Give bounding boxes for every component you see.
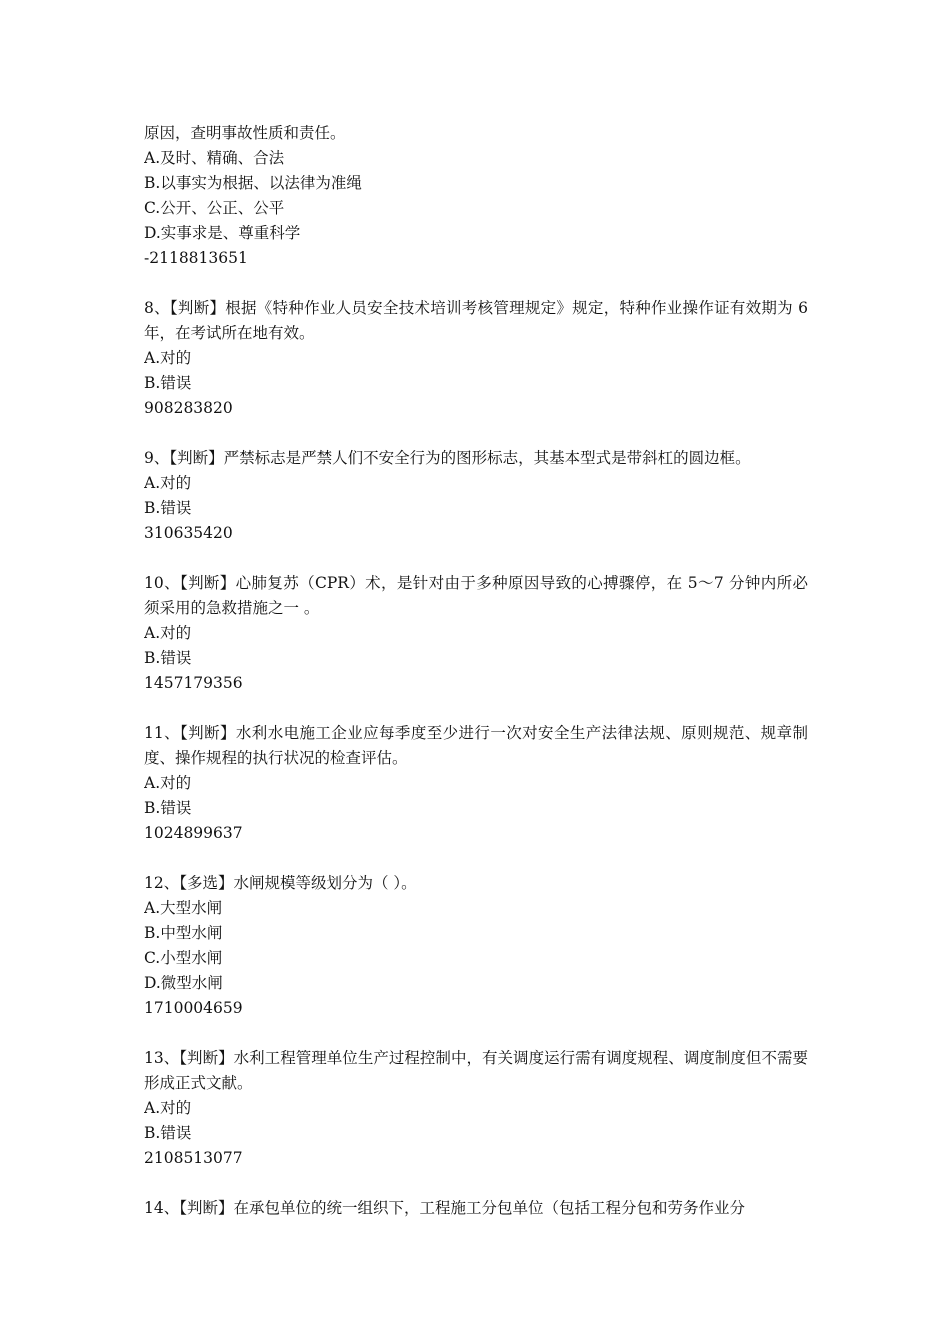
option-b: B.以事实为根据、以法律为准绳 [144,174,362,192]
option-d: D.微型水闸 [144,974,223,992]
question-9 [144,446,808,546]
question-8 [144,296,808,421]
option-a: A.及时、精确、合法 [144,149,285,167]
question-11 [144,721,808,846]
question-text: 12、【多选】水闸规模等级划分为（ ）。 [144,874,417,892]
option-b: B.错误 [144,799,192,817]
question-text: 9、【判断】严禁标志是严禁人们不安全行为的图形标志，其基本型式是带斜杠的圆边框。 [144,449,751,467]
question-14 [144,1196,808,1221]
question-code: 908283820 [144,399,233,417]
question-code: 2108513077 [144,1149,243,1167]
question-10 [144,571,808,696]
document-body [144,121,808,1221]
question-text: 11、【判断】水利水电施工企业应每季度至少进行一次对安全生产法律法规、原则规范、规章制度、操作规程的执行状况的检查评估。 [144,724,808,767]
question-code: -2118813651 [144,249,248,267]
question-13 [144,1046,808,1171]
question-code: 310635420 [144,524,233,542]
option-a: A.对的 [144,774,192,792]
question-text: 13、【判断】水利工程管理单位生产过程控制中，有关调度运行需有调度规程、调度制度但不需要形成正式文献。 [144,1049,808,1092]
option-a: A.对的 [144,1099,192,1117]
option-c: C.小型水闸 [144,949,223,967]
option-a: A.大型水闸 [144,899,223,917]
option-b: B.中型水闸 [144,924,223,942]
question-code: 1457179356 [144,674,243,692]
option-d: D.实事求是、尊重科学 [144,224,301,242]
option-b: B.错误 [144,649,192,667]
question-text-fragment: 原因，查明事故性质和责任。 [144,124,346,142]
question-code: 1024899637 [144,824,243,842]
question-continued [144,121,808,271]
question-text: 14、【判断】在承包单位的统一组织下，工程施工分包单位（包括工程分包和劳务作业分 [144,1199,745,1217]
question-12 [144,871,808,1021]
option-c: C.公开、公正、公平 [144,199,285,217]
question-text: 8、【判断】根据《特种作业人员安全技术培训考核管理规定》规定，特种作业操作证有效期为 6 年，在考试所在地有效。 [144,299,808,342]
option-b: B.错误 [144,374,192,392]
option-a: A.对的 [144,624,192,642]
option-a: A.对的 [144,474,192,492]
option-a: A.对的 [144,349,192,367]
question-text: 10、【判断】心肺复苏（CPR）术，是针对由于多种原因导致的心搏骤停，在 5～7 分钟内所必须采用的急救措施之一 。 [144,574,808,617]
option-b: B.错误 [144,499,192,517]
question-code: 1710004659 [144,999,243,1017]
option-b: B.错误 [144,1124,192,1142]
